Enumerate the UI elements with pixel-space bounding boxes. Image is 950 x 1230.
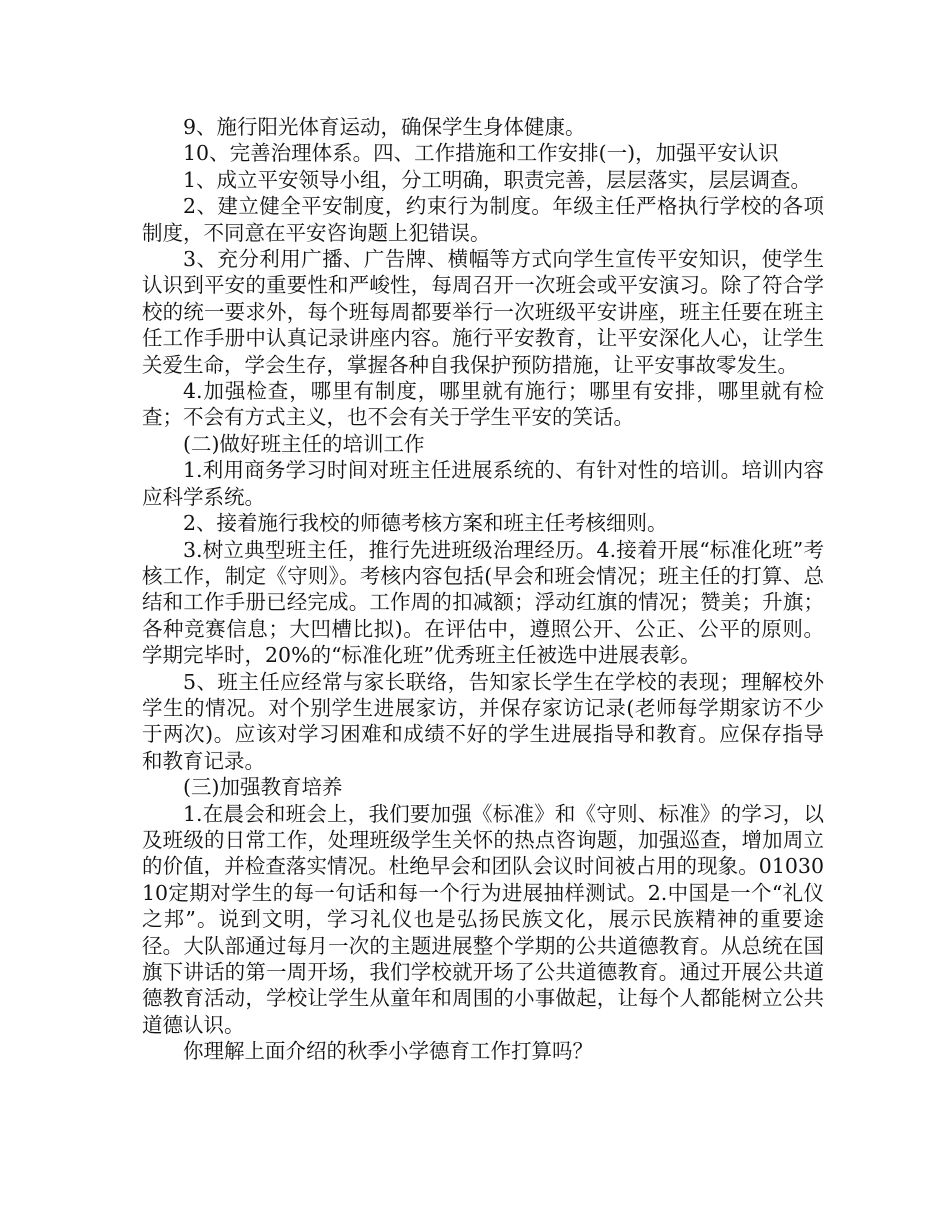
closing-question: 你理解上面介绍的秋季小学德育工作打算吗？ — [183, 1039, 593, 1064]
paragraph: 10、完善治理体系。四、工作措施和工作安排(一)，加强平安认识 — [183, 141, 779, 166]
section-heading: (二)做好班主任的培训工作 — [183, 431, 425, 456]
section-heading: (三)加强教育培养 — [183, 775, 343, 800]
paragraph: 2、建立健全平安制度，约束行为制度。年级主任严格执行学校的各项制度，不同意在平安咨询题上犯错误。 — [142, 194, 824, 245]
paragraph: 1.利用商务学习时间对班主任进展系统的、有针对性的培训。培训内容应科学系统。 — [142, 458, 824, 509]
paragraph: 4.加强检查，哪里有制度，哪里就有施行；哪里有安排，哪里就有检查；不会有方式主义，也不会有关于学生平安的笑话。 — [142, 379, 824, 430]
paragraph: 3.树立典型班主任，推行先进班级治理经历。4.接着开展“标准化班”考核工作，制定《守则》。考核内容包括(早会和班会情况；班主任的打算、总结和工作手册已经完成。工作周的扣减额；浮动红旗的情况；赞美；升旗；各种竞赛信息；大凹槽比拟)。在评估中，遵照公开、公正、公平的原则。学期完毕时，20%的“标准化班”优秀班主任被选中进展表彰。 — [142, 537, 824, 668]
paragraph: 1.在晨会和班会上，我们要加强《标准》和《守则、标准》的学习，以及班级的日常工作，处理班级学生关怀的热点咨询题，加强巡查，增加周立的价值，并检查落实情况。杜绝早会和团队会议时间被占用的现象。0103010定期对学生的每一句话和每一个行为进展抽样测试。2.中国是一个“礼仪之邦”。说到文明，学习礼仪也是弘扬民族文化，展示民族精神的重要途径。大队部通过每月一次的主题进展整个学期的公共道德教育。从总统在国旗下讲话的第一周开场，我们学校就开场了公共道德教育。通过开展公共道德教育活动，学校让学生从童年和周围的小事做起，让每个人都能树立公共道德认识。 — [142, 801, 824, 1037]
paragraph: 5、班主任应经常与家长联络，告知家长学生在学校的表现；理解校外学生的情况。对个别学生进展家访，并保存家访记录(老师每学期家访不少于两次)。应该对学习困难和成绩不好的学生进展指导和教育。应保存指导和教育记录。 — [142, 669, 824, 773]
paragraph: 1、成立平安领导小组，分工明确，职责完善，层层落实，层层调查。 — [183, 167, 812, 192]
paragraph: 3、充分利用广播、广告牌、横幅等方式向学生宣传平安知识，使学生认识到平安的重要性和严峻性，每周召开一次班会或平安演习。除了符合学校的统一要求外，每个班每周都要举行一次班级平安讲座，班主任要在班主任工作手册中认真记录讲座内容。施行平安教育，让平安深化人心，让学生关爱生命，学会生存，掌握各种自我保护预防措施，让平安事故零发生。 — [142, 247, 824, 377]
document-body — [142, 114, 824, 1065]
paragraph: 2、接着施行我校的师德考核方案和班主任考核细则。 — [183, 511, 668, 536]
paragraph: 9、施行阳光体育运动，确保学生身体健康。 — [183, 115, 586, 139]
